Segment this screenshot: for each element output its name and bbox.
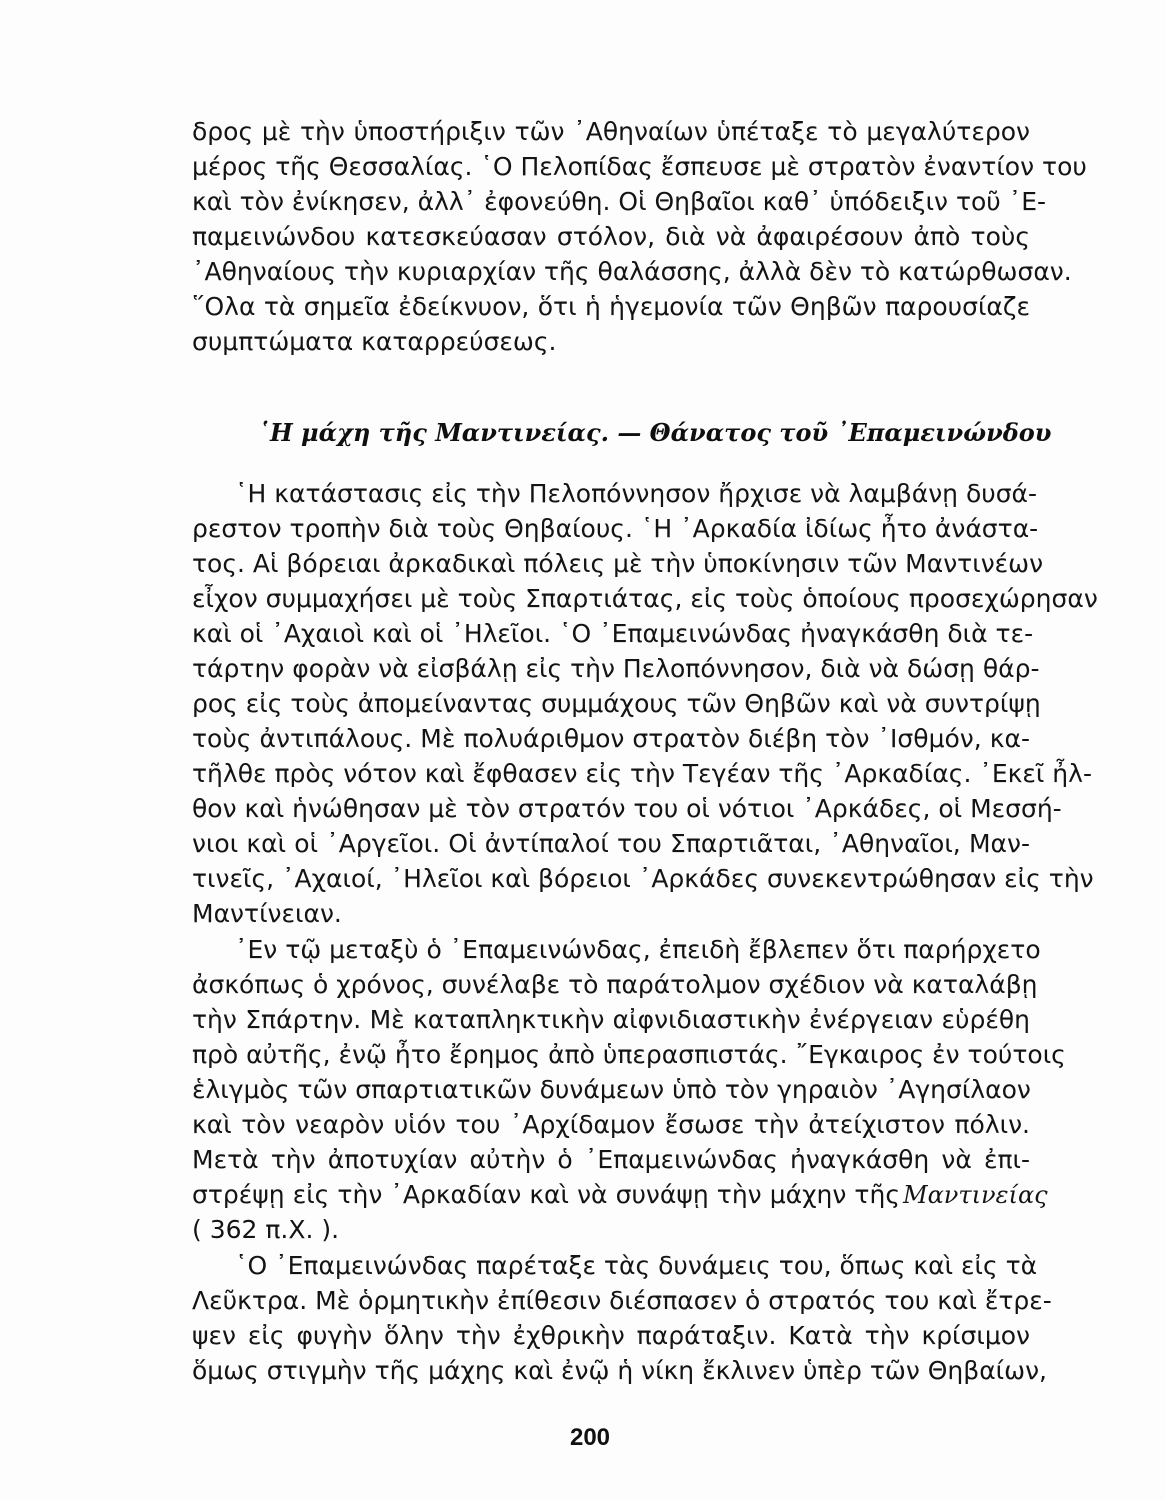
text-line: ὅμως στιγμὴν τῆς μάχης καὶ ἐνῷ ἡ νίκη ἔκλινεν ὑπὲρ τῶν Θηβαίων,	[192, 1356, 1047, 1385]
text-line: τινεῖς, ᾽Αχαιοί, ᾽Ηλεῖοι καὶ βόρειοι ᾽Αρκάδες συνεκεντρώθησαν εἰς τὴν	[192, 864, 1094, 893]
text-line: Μετὰ τὴν ἀποτυχίαν αὐτὴν ὁ ᾽Επαμεινώνδας ἠναγκάσθη νὰ ἐπι-	[192, 1145, 1030, 1174]
text-line: ῾Η κατάστασις εἰς τὴν Πελοπόννησον ἤρχισε νὰ λαμβάνῃ δυσά-	[235, 479, 1038, 508]
text-line: νιοι καὶ οἱ ᾽Αργεῖοι. Οἱ ἀντίπαλοί του Σπαρτιᾶται, ᾽Αθηναῖοι, Μαν-	[192, 829, 1030, 858]
text-line: τάρτην φορὰν νὰ εἰσβάλῃ εἰς τὴν Πελοπόννησον, διὰ νὰ δώσῃ θάρ-	[192, 654, 1040, 683]
text-line: ῾Ο ᾽Επαμεινώνδας παρέταξε τὰς δυνάμεις του, ὅπως καὶ εἰς τὰ	[235, 1251, 1038, 1280]
text-line: καὶ τὸν ἐνίκησεν, ἀλλ᾽ ἐφονεύθη. Οἱ Θηβαῖοι καθ᾽ ὑπόδειξιν τοῦ ᾽Ε-	[192, 187, 1047, 216]
text-line: ῞Ολα τὰ σημεῖα ἐδείκνυον, ὅτι ἡ ἡγεμονία τῶν Θηβῶν παρουσίαζε	[192, 292, 1030, 321]
text-line: ψεν εἰς φυγὴν ὅλην τὴν ἐχθρικὴν παράταξιν. Κατὰ τὴν κρίσιμον	[192, 1321, 1030, 1350]
text-line: ᾽Αθηναίους τὴν κυριαρχίαν τῆς θαλάσσης, ἀλλὰ δὲν τὸ κατώρθωσαν.	[192, 257, 1072, 286]
text-line: ρος εἰς τοὺς ἀπομείναντας συμμάχους τῶν Θηβῶν καὶ νὰ συντρίψῃ	[192, 689, 1041, 718]
text-line: στρέψῃ εἰς τὴν ᾽Αρκαδίαν καὶ νὰ συνάψῃ τὴν μάχην τῆς	[192, 1180, 900, 1209]
text-line: τοὺς ἀντιπάλους. Μὲ πολυάριθμον στρατὸν διέβη τὸν ᾽Ισθμόν, κα-	[192, 724, 1030, 753]
text-line: τῆλθε πρὸς νότον καὶ ἔφθασεν εἰς τὴν Τεγέαν τῆς ᾽Αρκαδίας. ᾽Εκεῖ ἦλ-	[192, 759, 1092, 788]
text-line: ᾽Εν τῷ μεταξὺ ὁ ᾽Επαμεινώνδας, ἐπειδὴ ἔβλεπεν ὅτι παρήρχετο	[235, 935, 1041, 964]
text-line: Μαντίνειαν.	[192, 899, 342, 928]
date-line: ( 362 π.Χ. ).	[192, 1215, 340, 1244]
text-line: τος. Αἱ βόρειαι ἀρκαδικαὶ πόλεις μὲ τὴν ὑποκίνησιν τῶν Μαντινέων	[192, 549, 1044, 578]
text-line: θον καὶ ἡνώθησαν μὲ τὸν στρατόν του οἱ νότιοι ᾽Αρκάδες, οἱ Μεσσή-	[192, 794, 1062, 823]
text-line: δρος μὲ τὴν ὑποστήριξιν τῶν ᾽Αθηναίων ὑπέταξε τὸ μεγαλύτερον	[192, 117, 1030, 146]
text-line: παμεινώνδου κατεσκεύασαν στόλον, διὰ νὰ ἀφαιρέσουν ἀπὸ τοὺς	[192, 222, 1030, 251]
text-line: καὶ τὸν νεαρὸν υἱόν του ᾽Αρχίδαμον ἔσωσε τὴν ἀτείχιστον πόλιν.	[192, 1110, 1030, 1139]
battle-name-italic: Μαντινείας	[903, 1181, 1048, 1209]
text-line: ἑλιγμὸς τῶν σπαρτιατικῶν δυνάμεων ὑπὸ τὸν γηραιὸν ᾽Αγησίλαον	[192, 1075, 1031, 1104]
text-line: μέρος τῆς Θεσσαλίας. ῾Ο Πελοπίδας ἔσπευσε μὲ στρατὸν ἐναντίον του	[192, 152, 1087, 181]
text-line: συμπτώματα καταρρεύσεως.	[192, 327, 557, 356]
text-line: τὴν Σπάρτην. Μὲ καταπληκτικὴν αἰφνιδιαστικὴν ἐνέργειαν εὑρέθη	[192, 1005, 1030, 1034]
text-line: πρὸ αὐτῆς, ἐνῷ ἦτο ἔρημος ἀπὸ ὑπερασπιστάς. ῎Εγκαιρος ἐν τούτοις	[192, 1040, 1066, 1069]
page-number: 200	[569, 1424, 611, 1451]
text-line: καὶ οἱ ᾽Αχαιοὶ καὶ οἱ ᾽Ηλεῖοι. ῾Ο ᾽Επαμεινώνδας ἠναγκάσθη διὰ τε-	[192, 619, 1034, 648]
text-line: Λεῦκτρα. Μὲ ὁρμητικὴν ἐπίθεσιν διέσπασεν ὁ στρατός του καὶ ἔτρε-	[192, 1286, 1052, 1315]
section-heading: ῾Η μάχη τῆς Μαντινείας. — Θάνατος τοῦ ᾽Επαμεινώνδου	[258, 418, 1052, 447]
text-line: ρεστον τροπὴν διὰ τοὺς Θηβαίους. ῾Η ᾽Αρκαδία ἰδίως ἦτο ἀνάστα-	[192, 514, 1039, 543]
text-line: εἶχον συμμαχήσει μὲ τοὺς Σπαρτιάτας, εἰς τοὺς ὁποίους προσεχώρησαν	[192, 584, 1098, 613]
text-line: ἀσκόπως ὁ χρόνος, συνέλαβε τὸ παράτολμον σχέδιον νὰ καταλάβῃ	[192, 970, 1038, 999]
